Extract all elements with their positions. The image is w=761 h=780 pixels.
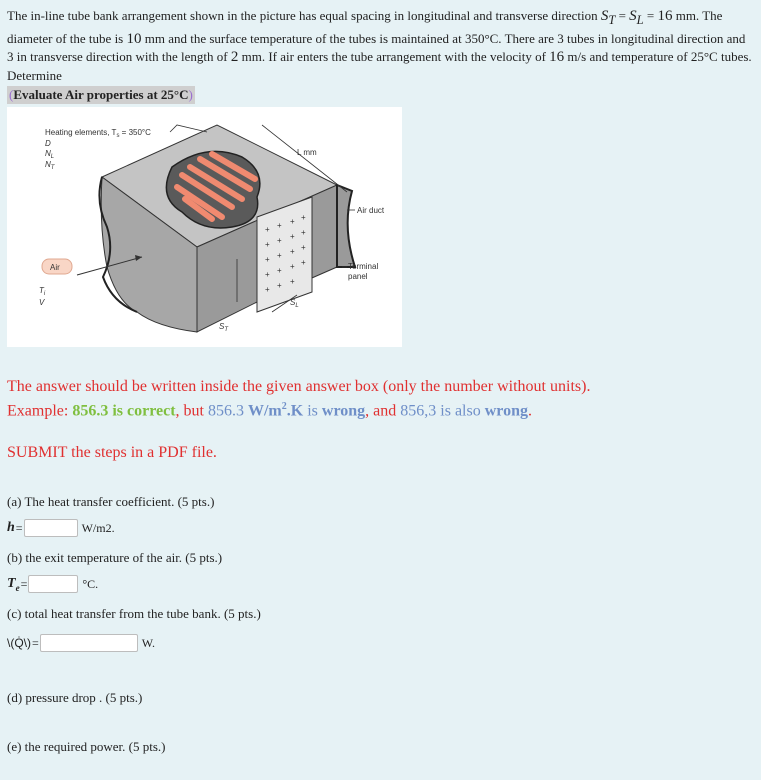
velocity-value: 16 — [549, 49, 565, 65]
svg-text:+: + — [277, 236, 282, 245]
answer-row-c: \(Q̇\) = W. — [7, 635, 156, 650]
problem-statement: The in-line tube bank arrangement shown in the picture has equal spacing in longitudinal and transverse direction $S_T = S_L = 16$ mm. The diameter of the tube is 10 mm and the surface temperature of the tubes is maintained at 350°C. There are 3 tubes in longitudinal direction and 3 in transverse direction with the length of 2 mm. If air enters the tube arrangement with the velocity of 16 m/s and temperature of 25°C tubes. Determine — [7, 8, 752, 83]
question-c: (c) total heat transfer from the tube bank. (5 pts.) — [7, 606, 261, 621]
answer-c-input[interactable] — [40, 634, 138, 652]
svg-text:+: + — [265, 255, 270, 264]
svg-text:+: + — [277, 266, 282, 275]
svg-text:+: + — [301, 213, 306, 222]
question-a: (a) The heat transfer coefficient. (5 pts.) — [7, 494, 215, 509]
answer-b-unit: °C. — [82, 576, 99, 591]
svg-text:+: + — [290, 217, 295, 226]
answer-c-unit: W. — [141, 635, 156, 650]
intro-text-1: The in-line tube bank arrangement shown in the picture has equal spacing in longitudinal and transverse direction — [7, 8, 601, 23]
svg-text:+: + — [265, 225, 270, 234]
tube-bank-figure — [7, 107, 402, 347]
answer-row-a: h = W/m2. — [7, 520, 115, 535]
svg-text:+: + — [265, 240, 270, 249]
svg-text:+: + — [301, 228, 306, 237]
svg-text:panel: panel — [348, 272, 368, 281]
svg-text:+: + — [290, 262, 295, 271]
question-e: (e) the required power. (5 pts.) — [7, 739, 166, 754]
svg-text:NT: $N_T$ — [45, 160, 55, 171]
svg-text:ST: $S_T$ — [219, 322, 229, 333]
answer-c-symbol: \(Q̇\) — [7, 636, 31, 650]
answer-a-symbol: h — [7, 520, 15, 535]
svg-text:+: + — [290, 247, 295, 256]
question-b: (b) the exit temperature of the air. (5 pts.) — [7, 550, 223, 565]
svg-text:+: + — [301, 258, 306, 267]
svg-text:Heating elements, Ts = 350°C: Heating elements, $T_s = 350^\circ C$ — [45, 128, 151, 139]
instructions-line-1: The answer should be written inside the given answer box (only the number without units). — [7, 378, 591, 395]
question-d: (d) pressure drop . (5 pts.) — [7, 690, 143, 705]
submit-note: SUBMIT the steps in a PDF file. — [7, 444, 217, 461]
svg-text:+: + — [265, 285, 270, 294]
spacing-value: 16 — [657, 8, 673, 24]
svg-text:+: + — [301, 243, 306, 252]
diameter-value: 10 — [126, 30, 142, 47]
answer-b-symbol: $T_e$ — [7, 575, 20, 593]
svg-text:L mm: L mm — [297, 148, 317, 157]
answer-row-b: $T_e$ = °C. — [7, 575, 99, 593]
svg-text:Ti: $T_i$ — [39, 286, 46, 297]
svg-text:+: + — [290, 232, 295, 241]
svg-text:Terminal: Terminal — [348, 262, 379, 271]
svg-text:+: + — [277, 251, 282, 260]
svg-text:Air: Air — [50, 263, 60, 272]
evaluate-properties-note: (Evaluate Air properties at 25°C) — [9, 87, 193, 102]
answer-b-input[interactable] — [28, 575, 78, 593]
symbol-sl: $S_L$ — [629, 8, 644, 27]
answer-a-input[interactable] — [24, 519, 78, 537]
svg-text:+: + — [277, 221, 282, 230]
svg-text:D: D — [45, 139, 51, 148]
symbol-st: $S_T$ — [600, 8, 616, 27]
svg-text:Air duct: Air duct — [357, 206, 385, 215]
svg-text:SL: $S_L$ — [290, 298, 299, 309]
answer-a-unit: W/m2. — [81, 520, 115, 535]
svg-text:NL: $N_L$ — [45, 149, 55, 160]
svg-text:V: V — [39, 298, 45, 307]
instructions-example: Example: 856.3 is correct, but 856.3 $W/m^2.K$ is wrong, and 856,3 is also wrong. — [7, 401, 532, 420]
svg-text:+: + — [290, 277, 295, 286]
length-value: 2 — [230, 49, 239, 65]
svg-text:+: + — [265, 270, 270, 279]
svg-text:+: + — [277, 281, 282, 290]
answer-instructions — [7, 377, 755, 421]
